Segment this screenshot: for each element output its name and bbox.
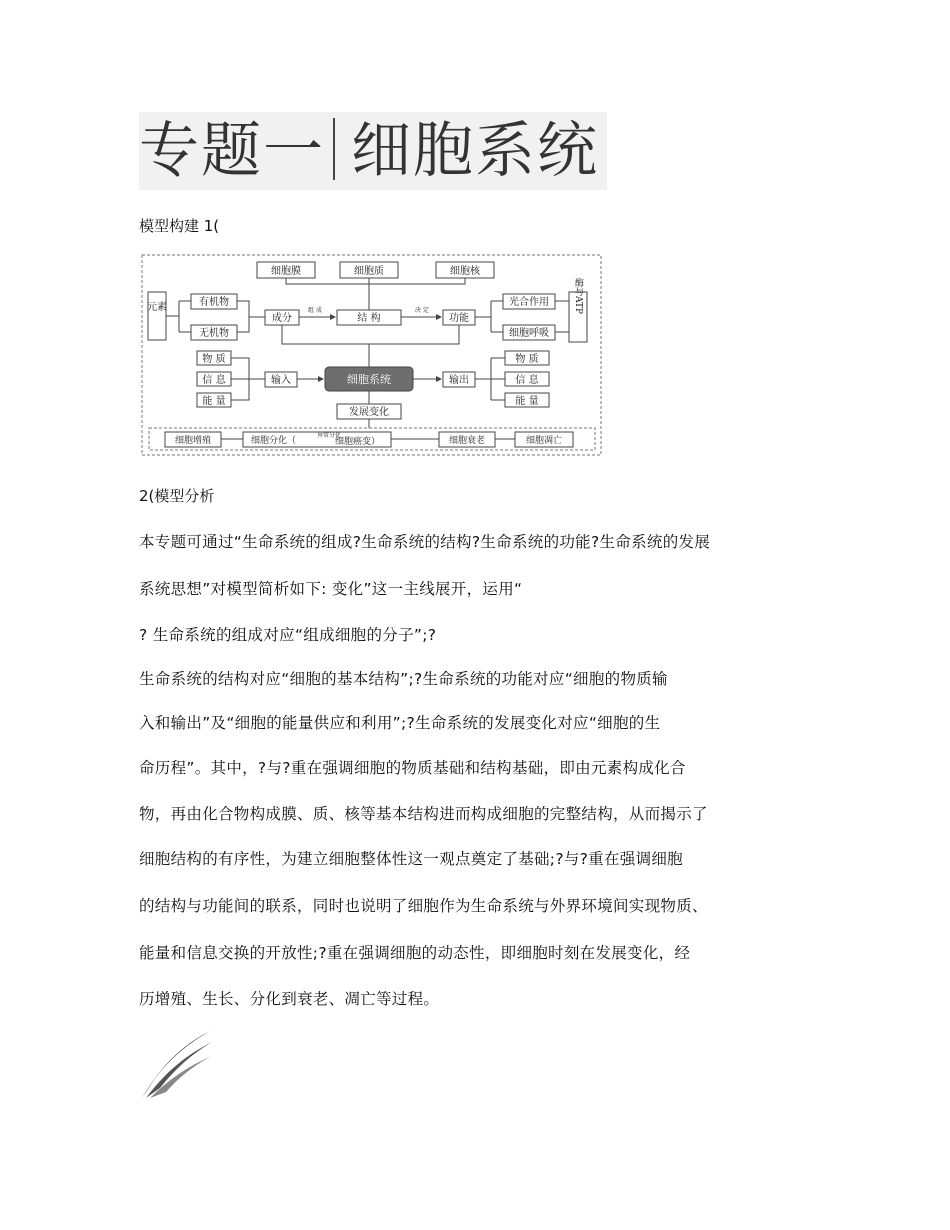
organic-connector (237, 301, 265, 332)
svg-text:细胞膜: 细胞膜 (271, 266, 301, 277)
elements-connector (166, 301, 191, 332)
paragraph-line: 生命系统的结构对应“细胞的基本结构”;?生命系统的功能对应“细胞的物质输 (139, 670, 668, 688)
label-determine: 决 定 (415, 307, 429, 314)
box-enzyme-atp (569, 277, 587, 342)
svg-text:细胞呼吸: 细胞呼吸 (509, 328, 549, 339)
paragraph-line: 细胞结构的有序性，为建立细胞整体性这一观点奠定了基础;?与?重在强调细胞 (139, 850, 683, 868)
svg-text:细胞凋亡: 细胞凋亡 (525, 436, 563, 446)
box-aging (439, 432, 495, 447)
section-heading-model-build: 模型构建 1( (139, 217, 220, 235)
paragraph-line: 本专题可通过“生命系统的组成?生命系统的结构?生命系统的功能?生命系统的发展 (139, 533, 711, 551)
svg-text:有机物: 有机物 (199, 297, 229, 308)
section-heading-model-analysis: 2(模型分析 (139, 487, 215, 505)
label-compose: 组 成 (308, 307, 322, 314)
box-output (443, 372, 475, 387)
svg-text:信 息: 信 息 (515, 375, 539, 386)
box-cell-membrane (257, 262, 315, 278)
svg-text:元素: 元素 (147, 302, 167, 313)
svg-text:细胞质: 细胞质 (354, 266, 384, 277)
svg-text:发展变化: 发展变化 (349, 407, 389, 418)
energy-connector (555, 301, 569, 332)
label-abnormal-differentiation: 异常分化 (317, 432, 342, 439)
title-divider (333, 118, 335, 180)
svg-text:光合作用: 光合作用 (509, 297, 549, 308)
label-cancer: 细胞癌变） (335, 437, 381, 447)
function-connector (475, 301, 503, 332)
box-inorganic (191, 325, 237, 340)
svg-text:细胞系统: 细胞系统 (347, 373, 391, 386)
paragraph-line: 命历程”。其中，?与?重在强调细胞的物质基础和结构基础，即由元素构成化合 (139, 759, 686, 777)
input-connector (231, 358, 265, 400)
box-input-matter (197, 351, 231, 365)
box-cell-system (325, 367, 413, 391)
box-output-matter (505, 351, 549, 365)
title-part2: 细胞系统 (351, 116, 599, 186)
svg-text:酶与ATP: 酶与ATP (573, 277, 583, 315)
box-proliferation (165, 432, 221, 447)
svg-text:输出: 输出 (449, 375, 469, 386)
paragraph-line: 能量和信息交换的开放性;?重在强调细胞的动态性，即细胞时刻在发展变化，经 (139, 944, 691, 962)
box-input-info (197, 372, 231, 386)
output-connector (475, 358, 505, 400)
box-output-info (505, 372, 549, 386)
svg-text:输入: 输入 (271, 375, 291, 386)
paragraph-line: 的结构与功能间的联系，同时也说明了细胞作为生命系统与外界环境间实现物质、 (139, 897, 708, 915)
box-input-energy (197, 393, 231, 407)
feedback-connector (282, 325, 459, 344)
svg-text:结 构: 结 构 (357, 313, 381, 324)
svg-text:无机物: 无机物 (199, 328, 229, 339)
box-death (515, 432, 573, 447)
paragraph-line: 系统思想”对模型简析如下: 变化”这一主线展开，运用“ (139, 580, 523, 598)
box-input (265, 372, 297, 387)
svg-text:细胞核: 细胞核 (450, 266, 480, 277)
box-output-energy (505, 393, 549, 407)
box-nucleus (436, 262, 494, 278)
box-respiration (503, 325, 555, 340)
box-structure (337, 310, 401, 325)
box-organic (191, 294, 237, 309)
box-development (337, 404, 401, 419)
paragraph-line: 历增殖、生长、分化到衰老、凋亡等过程。 (139, 990, 440, 1008)
svg-text:成分: 成分 (272, 313, 292, 324)
svg-text:能 量: 能 量 (202, 396, 226, 407)
svg-text:细胞增殖: 细胞增殖 (174, 436, 212, 446)
box-elements (147, 292, 167, 340)
box-composition (265, 310, 299, 325)
svg-text:物 质: 物 质 (202, 354, 226, 365)
box-function (443, 310, 475, 325)
svg-text:信 息: 信 息 (202, 375, 226, 386)
paragraph-line: 物，再由化合物构成膜、质、核等基本结构进而构成细胞的完整结构，从而揭示了 (139, 805, 708, 823)
top-connector (286, 278, 465, 310)
box-photosynthesis (503, 294, 555, 309)
title-part1: 专题一 (139, 116, 325, 186)
cell-system-diagram (139, 252, 604, 458)
svg-text:细胞衰老: 细胞衰老 (448, 436, 486, 446)
box-cytoplasm (340, 262, 398, 278)
paragraph-line: ? 生命系统的组成对应“组成细胞的分子”;? (139, 626, 437, 644)
svg-text:物 质: 物 质 (515, 354, 539, 365)
svg-text:功能: 功能 (449, 313, 469, 324)
title-banner (139, 112, 607, 190)
swoosh-logo-icon (140, 1028, 216, 1100)
box-differentiation (243, 431, 391, 447)
svg-text:细胞分化（: 细胞分化（ (251, 436, 297, 446)
paragraph-line: 入和输出”及“细胞的能量供应和利用”;?生命系统的发展变化对应“细胞的生 (139, 714, 661, 732)
svg-text:能 量: 能 量 (515, 396, 539, 407)
